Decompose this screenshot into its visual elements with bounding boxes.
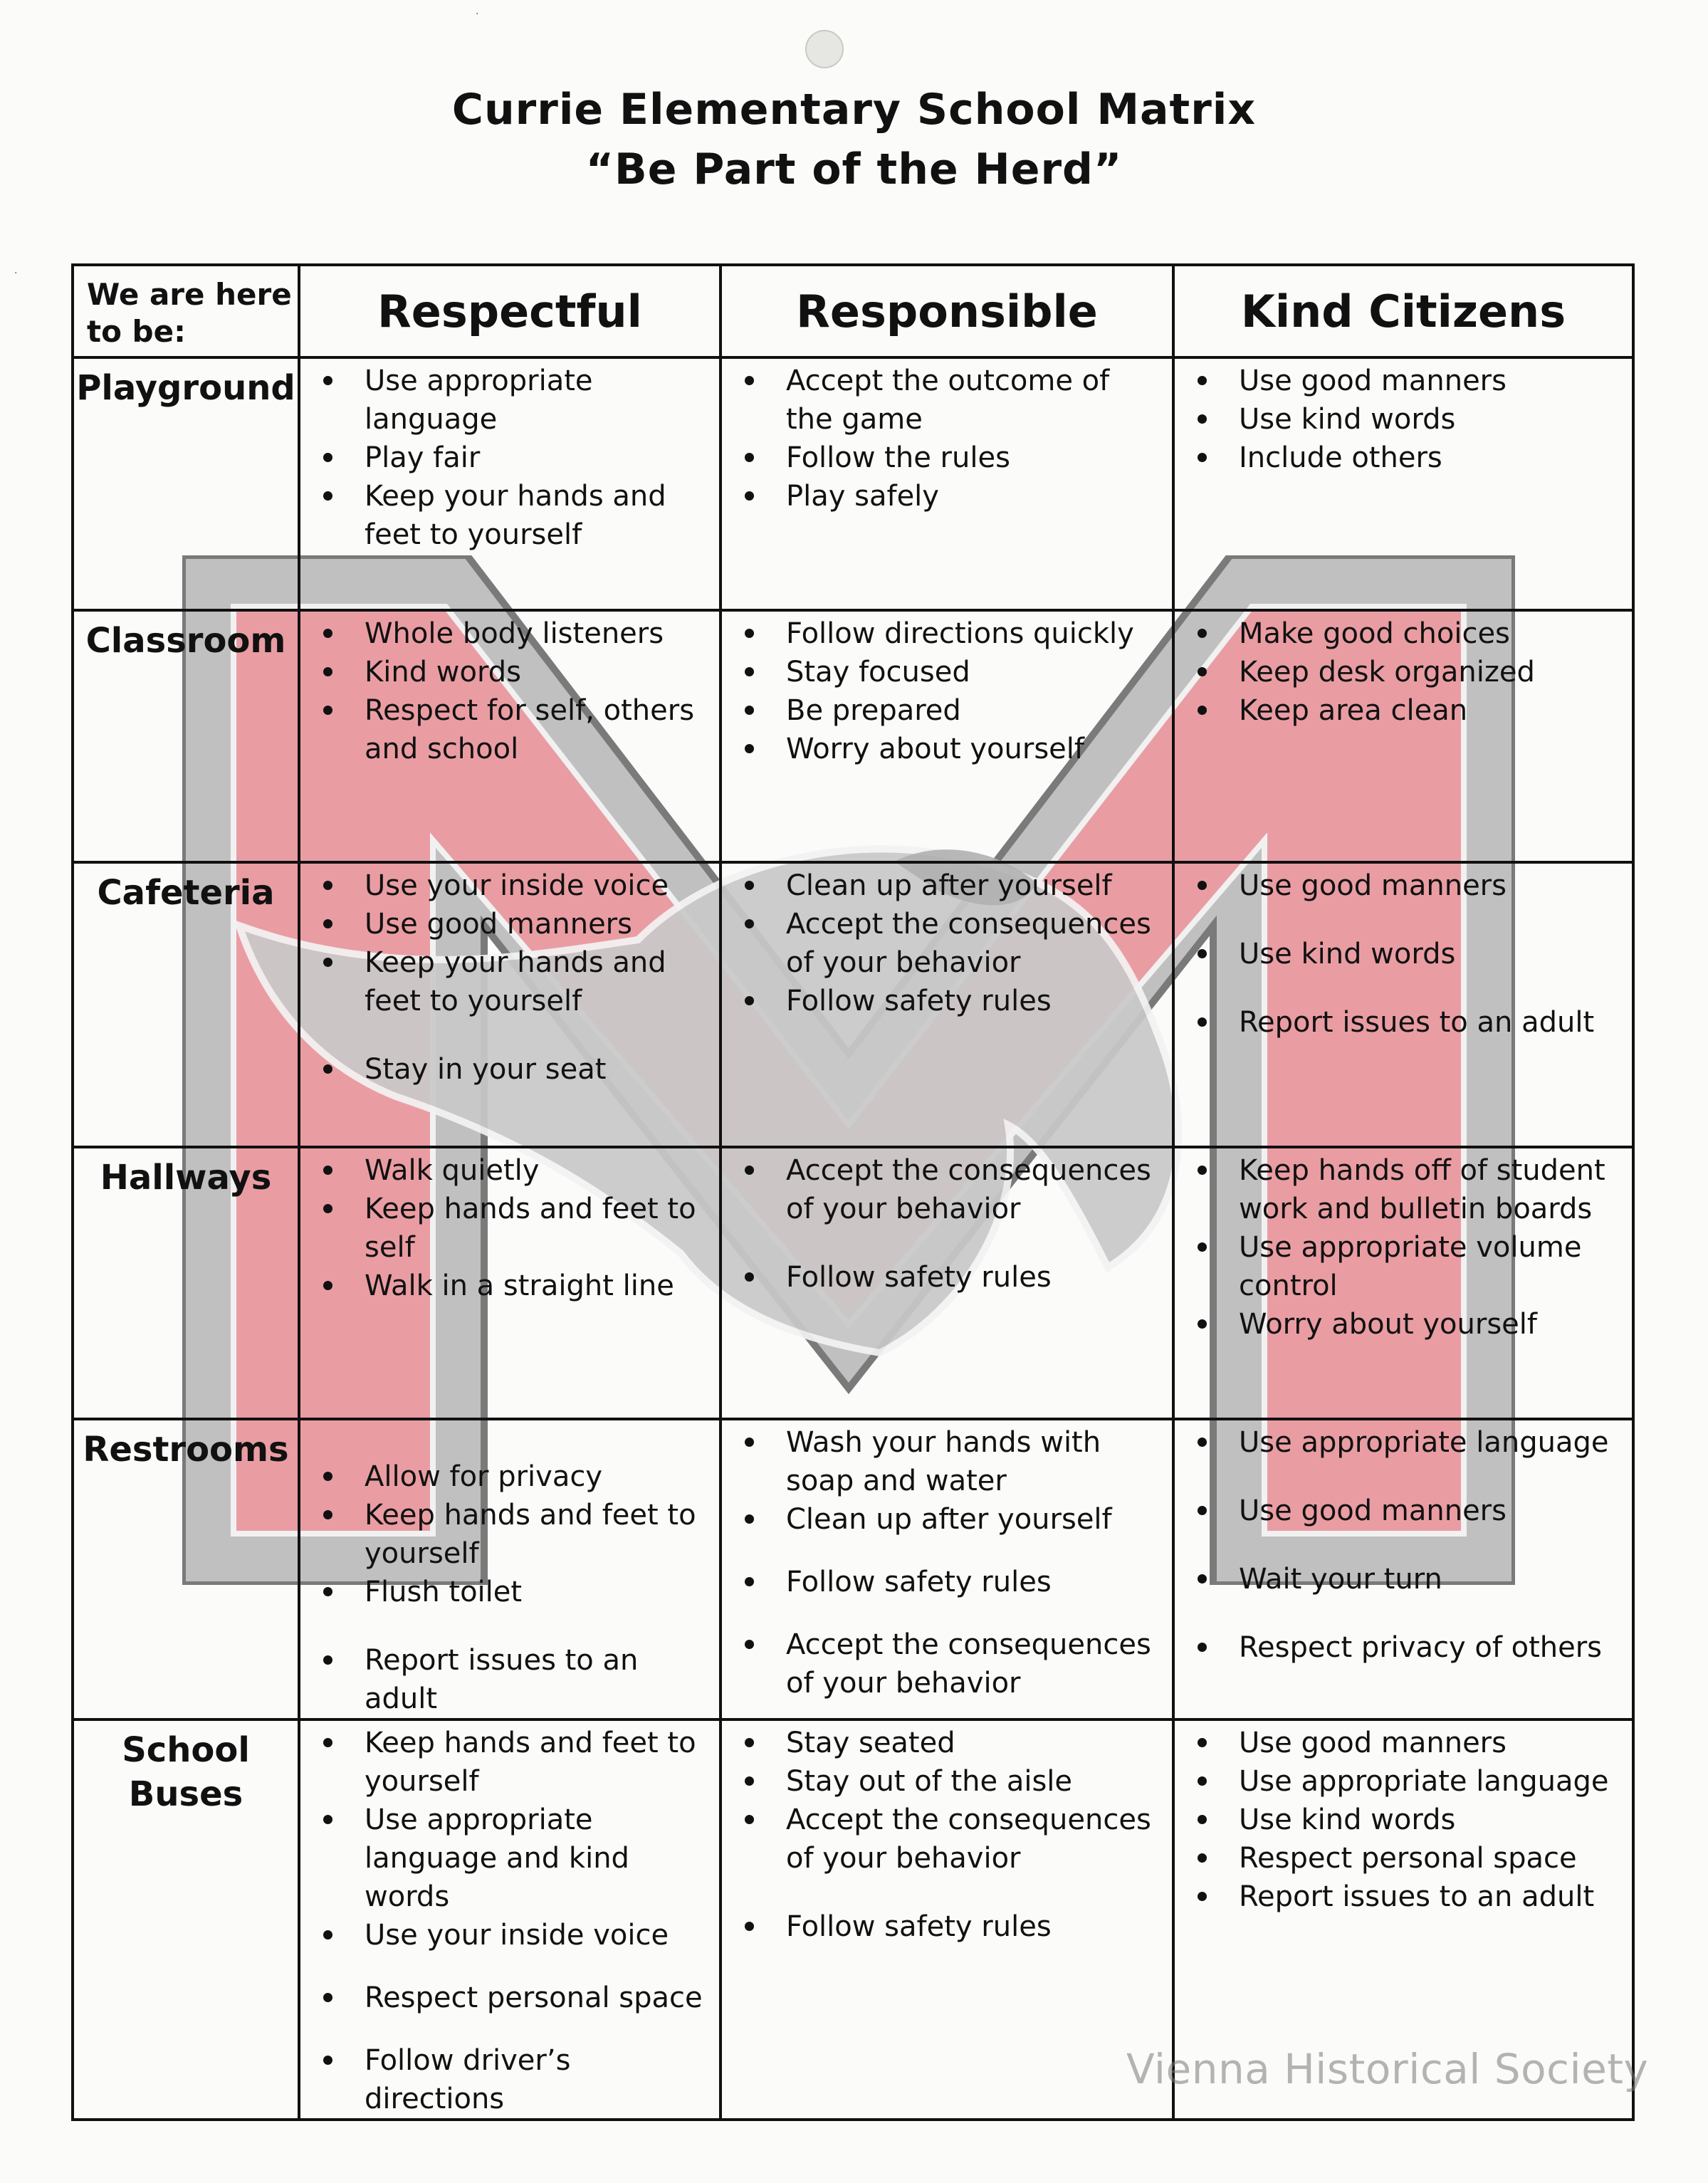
row-restrooms (73, 1419, 1633, 1719)
row-header-school-buses: School Buses (73, 1719, 299, 2120)
scan-speck: · (476, 9, 479, 20)
list-item: Whole body listeners (313, 614, 706, 653)
list-item: Use appropriate language (1188, 1423, 1619, 1462)
list-item: Use your inside voice (313, 1916, 706, 1954)
row-header-hallways: Hallways (73, 1147, 299, 1419)
list-item: Keep hands off of student work and bulletin boards (1188, 1151, 1619, 1228)
list-item: Worry about yourself (1188, 1305, 1619, 1344)
list-item: Keep hands and feet to yourself (313, 1724, 706, 1801)
cell-school-buses-respectful (299, 1719, 721, 2120)
list-item: Keep your hands and feet to yourself (313, 943, 706, 1020)
corner-label: We are here to be: (73, 265, 299, 357)
cell-playground-kind (1173, 357, 1633, 610)
list-item: Use kind words (1188, 935, 1619, 973)
list-item: Allow for privacy (313, 1457, 706, 1496)
list-item: Worry about yourself (735, 730, 1159, 768)
row-playground (73, 357, 1633, 610)
list-item: Include others (1188, 439, 1619, 477)
list-item: Make good choices (1188, 614, 1619, 653)
list-item: Accept the outcome of the game (735, 362, 1159, 439)
list-item: Respect privacy of others (1188, 1628, 1619, 1667)
list-item: Walk in a straight line (313, 1267, 706, 1305)
list-item: Wait your turn (1188, 1560, 1619, 1598)
list-item: Use good manners (313, 905, 706, 943)
list-item: Use your inside voice (313, 867, 706, 905)
list-item: Follow safety rules (735, 1563, 1159, 1601)
cell-cafeteria-responsible (721, 862, 1173, 1147)
list-item: Be prepared (735, 691, 1159, 730)
cell-classroom-respectful (299, 610, 721, 862)
title-block (0, 80, 1708, 199)
cell-school-buses-responsible (721, 1719, 1173, 2120)
cell-playground-respectful (299, 357, 721, 610)
list-item: Use kind words (1188, 1801, 1619, 1839)
cell-restrooms-kind (1173, 1419, 1633, 1719)
archive-watermark: Vienna Historical Society (1126, 2045, 1649, 2093)
list-item: Accept the consequences of your behavior (735, 905, 1159, 982)
cell-restrooms-respectful (299, 1419, 721, 1719)
list-item: Follow the rules (735, 439, 1159, 477)
cell-hallways-responsible (721, 1147, 1173, 1419)
cell-cafeteria-respectful (299, 862, 721, 1147)
list-item: Walk quietly (313, 1151, 706, 1190)
list-item: Accept the consequences of your behavior (735, 1626, 1159, 1702)
list-item: Play fair (313, 439, 706, 477)
list-item: Clean up after yourself (735, 1500, 1159, 1539)
column-header-respectful: Respectful (299, 265, 721, 357)
cell-playground-responsible (721, 357, 1173, 610)
page-title: Currie Elementary School Matrix (451, 85, 1257, 135)
column-header-responsible: Responsible (721, 265, 1173, 357)
list-item: Use appropriate volume control (1188, 1228, 1619, 1305)
list-item: Use good manners (1188, 867, 1619, 905)
row-header-restrooms: Restrooms (73, 1419, 299, 1719)
list-item: Use good manners (1188, 362, 1619, 400)
cell-classroom-responsible (721, 610, 1173, 862)
list-item: Report issues to an adult (1188, 1003, 1619, 1042)
binder-hole (805, 30, 844, 68)
list-item: Use appropriate language (1188, 1762, 1619, 1801)
list-item: Report issues to an adult (1188, 1878, 1619, 1916)
list-item: Follow safety rules (735, 982, 1159, 1020)
list-item: Follow safety rules (735, 1258, 1159, 1297)
list-item: Kind words (313, 653, 706, 691)
list-item: Follow directions quickly (735, 614, 1159, 653)
row-header-classroom: Classroom (73, 610, 299, 862)
scan-speck: · (14, 268, 18, 279)
list-item: Play safely (735, 477, 1159, 515)
list-item: Flush toilet (313, 1573, 706, 1611)
list-item: Follow driver’s directions (313, 2041, 706, 2118)
list-item: Stay focused (735, 653, 1159, 691)
column-header-kind-citizens: Kind Citizens (1173, 265, 1633, 357)
list-item: Report issues to an adult (313, 1641, 706, 1718)
list-item: Keep your hands and feet to yourself (313, 477, 706, 554)
list-item: Use good manners (1188, 1724, 1619, 1762)
row-header-playground: Playground (73, 357, 299, 610)
list-item: Respect for self, others and school (313, 691, 706, 768)
list-item: Stay out of the aisle (735, 1762, 1159, 1801)
list-item: Wash your hands with soap and water (735, 1423, 1159, 1500)
list-item: Clean up after yourself (735, 867, 1159, 905)
list-item: Follow safety rules (735, 1907, 1159, 1946)
behavior-matrix-table (71, 263, 1635, 2121)
list-item: Accept the consequences of your behavior (735, 1151, 1159, 1228)
list-item: Keep area clean (1188, 691, 1619, 730)
cell-restrooms-responsible (721, 1419, 1173, 1719)
row-hallways (73, 1147, 1633, 1419)
cell-hallways-respectful (299, 1147, 721, 1419)
list-item: Use appropriate language (313, 362, 706, 439)
list-item: Stay in your seat (313, 1050, 706, 1089)
list-item: Stay seated (735, 1724, 1159, 1762)
list-item: Accept the consequences of your behavior (735, 1801, 1159, 1878)
cell-classroom-kind (1173, 610, 1633, 862)
page-subtitle: “Be Part of the Herd” (585, 145, 1123, 194)
cell-hallways-kind (1173, 1147, 1633, 1419)
list-item: Keep hands and feet to yourself (313, 1496, 706, 1573)
list-item: Keep desk organized (1188, 653, 1619, 691)
list-item: Keep hands and feet to self (313, 1190, 706, 1267)
row-header-cafeteria: Cafeteria (73, 862, 299, 1147)
row-cafeteria (73, 862, 1633, 1147)
header-row (73, 265, 1633, 357)
list-item: Use good manners (1188, 1492, 1619, 1530)
list-item: Use appropriate language and kind words (313, 1801, 706, 1916)
list-item: Use kind words (1188, 400, 1619, 439)
row-classroom (73, 610, 1633, 862)
list-item: Respect personal space (1188, 1839, 1619, 1878)
cell-cafeteria-kind (1173, 862, 1633, 1147)
list-item: Respect personal space (313, 1979, 706, 2017)
